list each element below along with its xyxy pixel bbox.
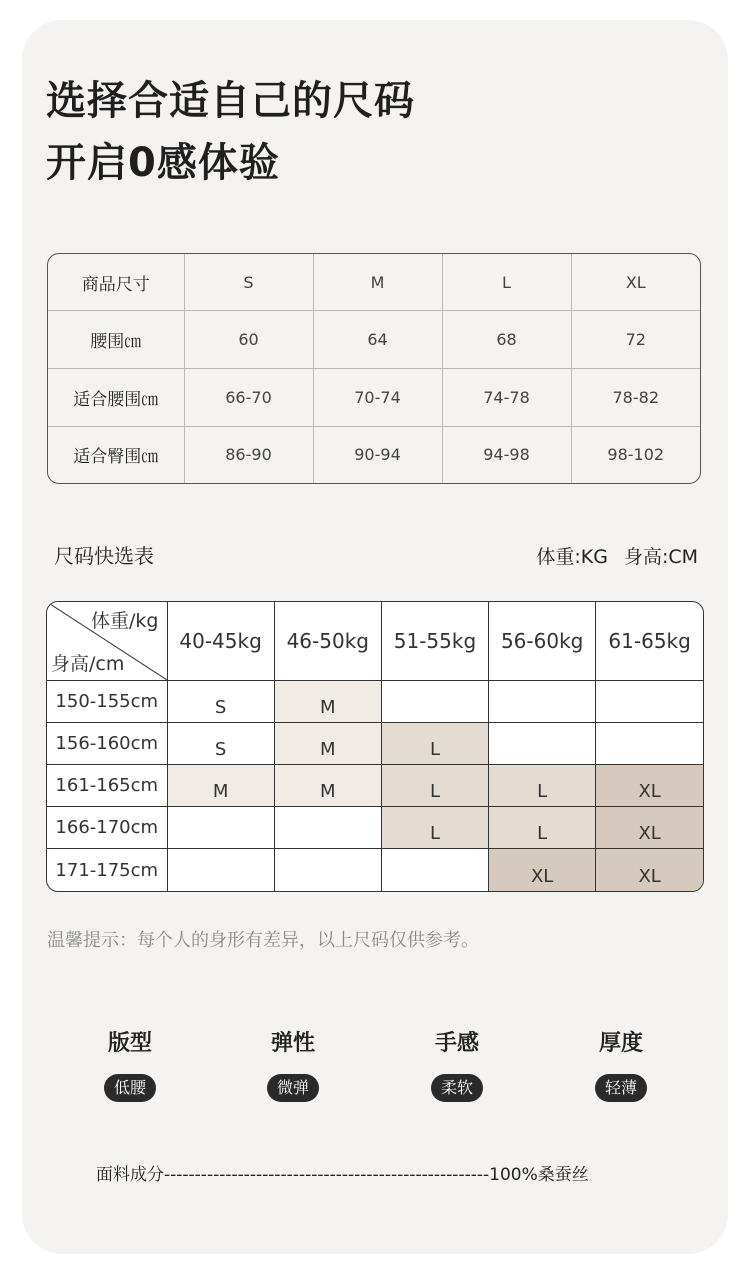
corner-height-label: 身高/cm: [51, 652, 125, 675]
unit-weight: 体重:KG: [536, 546, 608, 568]
height-label: 161-165cm: [47, 765, 167, 807]
attribute-label: 版型: [107, 1031, 152, 1056]
size-row-waist: [48, 311, 700, 369]
size-recommendation-cell: L: [489, 765, 596, 807]
attribute-item: [233, 1028, 353, 1102]
size-recommendation-cell: XL: [489, 849, 596, 891]
size-table: [47, 253, 701, 484]
quick-row: [47, 765, 703, 807]
attribute-badge: 微弹: [267, 1074, 319, 1102]
size-recommendation-cell: M: [167, 765, 274, 807]
size-recommendation-cell: L: [489, 807, 596, 849]
height-label: 166-170cm: [47, 807, 167, 849]
quick-row: [47, 680, 703, 722]
size-recommendation-cell: S: [167, 722, 274, 764]
size-recommendation-cell: [489, 680, 596, 722]
attributes: [48, 1028, 704, 1108]
size-cell: 腰围㎝: [48, 311, 184, 369]
size-recommendation-cell: M: [274, 722, 381, 764]
size-row-header: [48, 254, 700, 311]
size-row-fit-waist: [48, 368, 700, 426]
attribute-badge: 柔软: [431, 1074, 483, 1102]
corner-cell: [47, 602, 167, 680]
attribute-badge: 低腰: [104, 1074, 156, 1102]
size-recommendation-cell: L: [381, 765, 488, 807]
title-line-1: 选择合适自己的尺码: [46, 78, 415, 124]
height-label: 150-155cm: [47, 680, 167, 722]
size-recommendation-cell: [596, 680, 703, 722]
weight-header: 56-60kg: [489, 602, 596, 680]
size-recommendation-cell: [274, 807, 381, 849]
size-recommendation-cell: [274, 849, 381, 891]
size-cell: 74-78: [442, 368, 571, 426]
height-label: 171-175cm: [47, 849, 167, 891]
size-cell: 70-74: [313, 368, 442, 426]
size-recommendation-cell: XL: [596, 765, 703, 807]
size-cell: L: [442, 254, 571, 311]
size-cell: 86-90: [184, 426, 313, 483]
weight-header: 51-55kg: [381, 602, 488, 680]
size-cell: M: [313, 254, 442, 311]
size-recommendation-cell: [381, 680, 488, 722]
size-cell: 72: [571, 311, 700, 369]
size-cell: 64: [313, 311, 442, 369]
size-cell: 60: [184, 311, 313, 369]
size-recommendation-cell: L: [381, 807, 488, 849]
size-recommendation-cell: [167, 849, 274, 891]
weight-header: 46-50kg: [274, 602, 381, 680]
page-title: [46, 70, 415, 194]
size-recommendation-cell: [381, 849, 488, 891]
attribute-label: 弹性: [270, 1031, 315, 1056]
size-recommendation-cell: [596, 722, 703, 764]
size-recommendation-cell: [489, 722, 596, 764]
size-cell: 94-98: [442, 426, 571, 483]
fabric-composition: [96, 1160, 589, 1185]
size-cell: 78-82: [571, 368, 700, 426]
size-recommendation-cell: M: [274, 680, 381, 722]
size-recommendation-cell: M: [274, 765, 381, 807]
corner-weight-label: 体重/kg: [91, 610, 159, 632]
size-cell: XL: [571, 254, 700, 311]
units-legend: [536, 542, 698, 569]
quick-table-title: 尺码快选表: [54, 544, 154, 568]
attribute-label: 厚度: [598, 1031, 643, 1056]
attribute-item: [70, 1028, 190, 1102]
size-recommendation-cell: L: [381, 722, 488, 764]
size-recommendation-cell: [167, 807, 274, 849]
size-cell: 90-94: [313, 426, 442, 483]
size-cell: S: [184, 254, 313, 311]
size-cell: 适合臀围㎝: [48, 426, 184, 483]
fabric-label: 面料成分: [96, 1165, 164, 1185]
size-cell: 商品尺寸: [48, 254, 184, 311]
height-label: 156-160cm: [47, 722, 167, 764]
attribute-badge: 轻薄: [595, 1074, 647, 1102]
title-line-2: 开启0感体验: [46, 140, 280, 186]
fabric-dashes: -----------------------------------------------------: [164, 1165, 490, 1185]
quick-row: [47, 807, 703, 849]
size-cell: 68: [442, 311, 571, 369]
attribute-item: [561, 1028, 681, 1102]
unit-height: 身高:CM: [623, 546, 698, 568]
weight-header: 61-65kg: [596, 602, 703, 680]
tip-text: 温馨提示：每个人的身形有差异，以上尺码仅供参考。: [47, 930, 479, 951]
size-recommendation-cell: S: [167, 680, 274, 722]
size-cell: 98-102: [571, 426, 700, 483]
quick-size-table: [46, 601, 704, 892]
quick-header-row: [47, 602, 703, 680]
attribute-label: 手感: [434, 1031, 479, 1056]
size-cell: 适合腰围㎝: [48, 368, 184, 426]
size-row-fit-hip: [48, 426, 700, 483]
size-recommendation-cell: XL: [596, 807, 703, 849]
size-recommendation-cell: XL: [596, 849, 703, 891]
size-cell: 66-70: [184, 368, 313, 426]
quick-row: [47, 722, 703, 764]
quick-row: [47, 849, 703, 891]
attribute-item: [397, 1028, 517, 1102]
fabric-value: 100%桑蚕丝: [489, 1165, 589, 1185]
weight-header: 40-45kg: [167, 602, 274, 680]
